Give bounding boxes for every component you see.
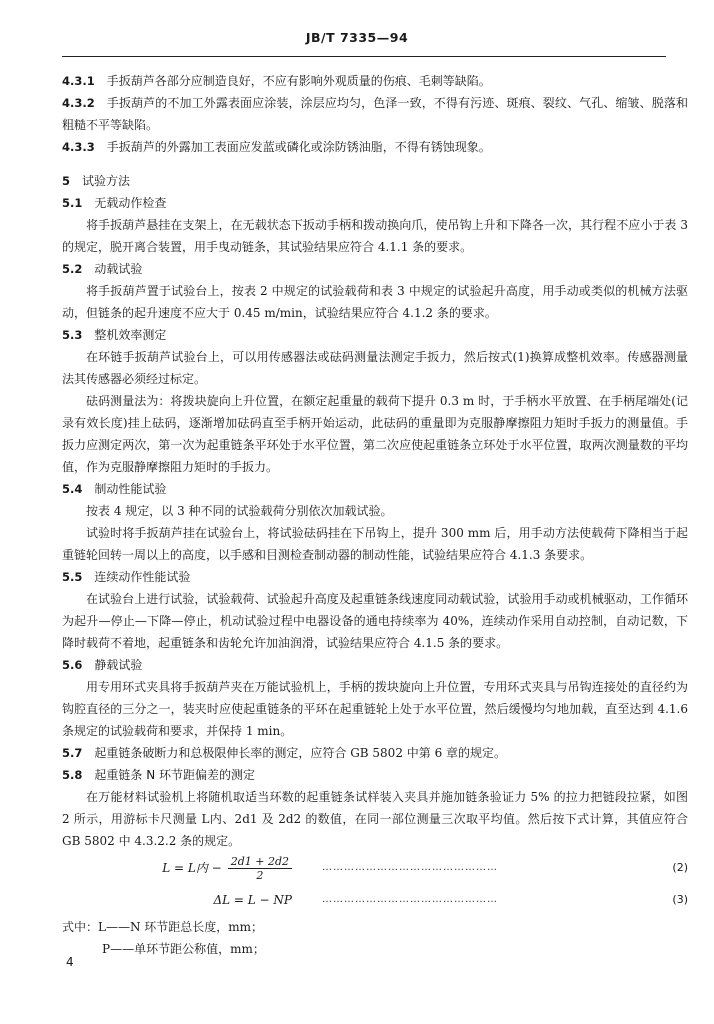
header-rule	[62, 56, 666, 57]
clause-number: 4.3.2	[62, 96, 95, 110]
clause-5-6-text: 用专用环式夹具将手扳葫芦夹在万能试验机上，手柄的拨块旋向上升位置，专用环式夹具与吊钩连接处的直径约为钩腔直径的三分之一，装夹时应使起重链条的平环在起重链轮上处于水平位置，然后缓慢均匀地加载，直至达到 4.1.6 条规定的试验载荷和要求，并保持 1 min。	[62, 680, 688, 738]
formula-2-lhs: L = L内 −	[162, 861, 222, 875]
clause-5-4-text-2: 试验时将手扳葫芦挂在试验台上，将试验砝码挂在下吊钩上，提升 300 mm 后，用手动方法使载荷下降相当于起重链轮回转一周以上的高度，以手感和目测检查制动器的制动性能，试验结果应符合 4.1.3 条要求。	[62, 526, 688, 562]
clause-4-3-3	[62, 136, 688, 158]
formula-3-number: (3)	[672, 893, 688, 906]
clause-5-5-heading	[62, 566, 688, 588]
clause-title: 整机效率测定	[94, 328, 167, 342]
clause-number: 5.4	[62, 482, 83, 496]
section-number: 5	[62, 174, 71, 188]
clause-title: 制动性能试验	[94, 482, 167, 496]
clause-5-4-text-1: 按表 4 规定，以 3 种不同的试验载荷分别依次加载试验。	[86, 504, 393, 518]
clause-5-3-text-2: 砝码测量法为：将拨块旋向上升位置，在额定起重量的载荷下提升 0.3 m 时，于手柄水平放置、在手柄尾端处(记录有效长度)挂上砝码，逐渐增加砝码直至手柄开始运动，此砝码的重量即为克服静摩擦阻力矩时手扳力的测量值。手扳力应测定两次，第一次为起重链条平环处于水平位置，第二次应使起重链条立环处于水平位置，取两次测量数的平均值，作为克服静摩擦阻力矩时的手扳力。	[62, 394, 688, 474]
clause-5-3-text-1: 在环链手扳葫芦试验台上，可以用传感器法或砝码测量法测定手扳力，然后按式(1)换算成整机效率。传感器测量法其传感器必须经过标定。	[62, 350, 688, 386]
where-item-l	[62, 916, 688, 938]
formula-3-expression: ΔL = L − NP	[213, 893, 292, 907]
clause-5-2-heading	[62, 258, 688, 280]
clause-text: 起重链条破断力和总极限伸长率的测定，应符合 GB 5802 中第 6 章的规定。	[94, 746, 507, 760]
formula-2-numerator: 2d1 + 2d2	[228, 855, 292, 869]
formula-2-number: (2)	[672, 861, 688, 874]
clause-5-7	[62, 742, 688, 764]
clause-text: 手扳葫芦各部分应制造良好，不应有影响外观质量的伤痕、毛刺等缺陷。	[106, 74, 491, 88]
where-definition: L——N 环节距总长度，mm；	[98, 920, 264, 934]
formula-2-leader: …………………………………………	[322, 862, 498, 873]
clause-number: 5.2	[62, 262, 83, 276]
formula-2	[62, 852, 688, 884]
where-item-p: P——单环节距公称值，mm；	[102, 942, 265, 956]
clause-title: 无载动作检查	[94, 196, 167, 210]
clause-5-6-heading	[62, 654, 688, 676]
clause-5-4-heading	[62, 478, 688, 500]
clause-5-1-heading	[62, 192, 688, 214]
clause-number: 5.5	[62, 570, 83, 584]
clause-number: 5.7	[62, 746, 83, 760]
formula-3-leader: …………………………………………	[322, 894, 498, 905]
formula-2-fraction	[228, 855, 292, 882]
standard-code-header: JB/T 7335—94	[305, 30, 409, 45]
clause-number: 5.3	[62, 328, 83, 342]
clause-title: 静载试验	[94, 658, 143, 672]
section-title: 试验方法	[82, 174, 131, 188]
section-5-heading	[62, 170, 688, 192]
clause-5-5-text: 在试验台上进行试验，试验载荷、试验起升高度及起重链条线速度同动载试验，试验用手动或机械驱动，工作循环为起升—停止—下降—停止，机动试验过程中电器设备的通电持续率为 40%，连续动作采用自动控制，自动记数，下降时载荷不着地，起重链条和齿轮允许加油润滑，试验结果应符合 4.1.5 条的要求。	[62, 592, 688, 650]
clause-title: 起重链条 N 环节距偏差的测定	[94, 768, 255, 782]
clause-4-3-2	[62, 92, 688, 136]
clause-5-2-text: 将手扳葫芦置于试验台上，按表 2 中规定的试验载荷和表 3 中规定的试验起升高度，用手动或类似的机械方法驱动，但链条的起升速度不应大于 0.45 m/min，试验结果应符合 4.1.2 条的要求。	[62, 284, 688, 320]
formula-3	[62, 884, 688, 916]
formula-2-denominator: 2	[256, 868, 264, 882]
clause-4-3-1	[62, 70, 688, 92]
clause-5-3-heading	[62, 324, 688, 346]
clause-number: 4.3.3	[62, 140, 95, 154]
clause-number: 4.3.1	[62, 74, 95, 88]
clause-title: 动载试验	[94, 262, 143, 276]
clause-5-1-text: 将手扳葫芦悬挂在支架上，在无载状态下扳动手柄和拨动换向爪，使吊钩上升和下降各一次，其行程不应小于表 3 的规定，脱开离合装置，用手曳动链条，其试验结果应符合 4.1.1 条的要求。	[62, 218, 688, 254]
where-intro: 式中：	[62, 920, 99, 934]
clause-text: 手扳葫芦的不加工外露表面应涂装，涂层应均匀，色泽一致，不得有污迹、斑痕、裂纹、气孔、缩皱、脱落和粗糙不平等缺陷。	[62, 96, 688, 132]
clause-title: 连续动作性能试验	[94, 570, 191, 584]
clause-number: 5.1	[62, 196, 83, 210]
clause-text: 手扳葫芦的外露加工表面应发蓝或磷化或涂防锈油脂，不得有锈蚀现象。	[106, 140, 491, 154]
body-text	[62, 70, 688, 960]
formula-2-expression	[62, 855, 322, 882]
page-number: 4	[66, 955, 74, 969]
clause-5-8-heading	[62, 764, 688, 786]
clause-number: 5.8	[62, 768, 83, 782]
clause-number: 5.6	[62, 658, 83, 672]
clause-5-8-text: 在万能材料试验机上将随机取适当环数的起重链条试样装入夹具并施加链条验证力 5% 的拉力把链段拉紧，如图 2 所示，用游标卡尺测量 L内、2d1 及 2d2 的数值，在同一部位测量三次取平均值。然后按下式计算，其值应符合 GB 5802 中 4.3.2.2 条的规定。	[62, 790, 688, 848]
